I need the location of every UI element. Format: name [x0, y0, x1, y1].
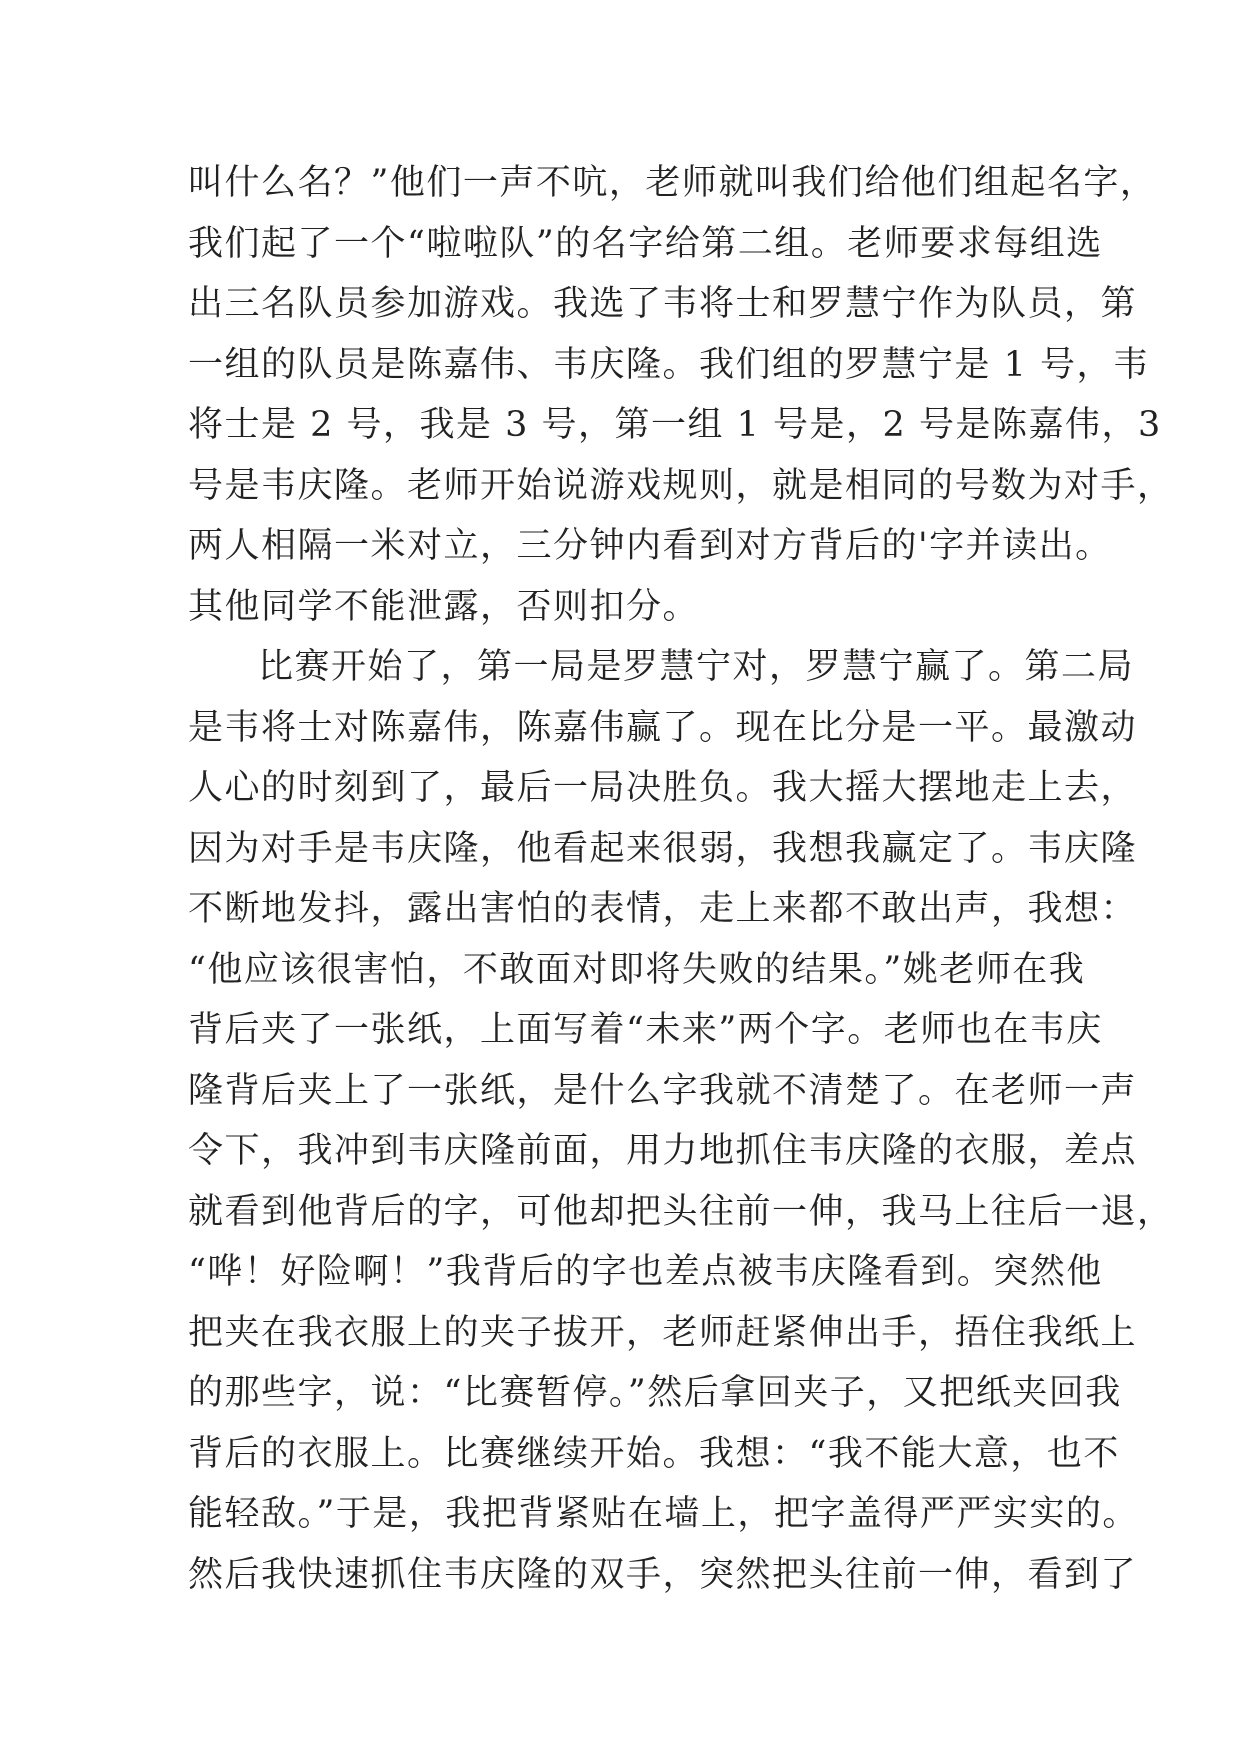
text-line: 把夹在我衣服上的夹子拔开，老师赶紧伸出手，捂住我纸上 [188, 1312, 1138, 1353]
text-line-paragraph-start: 比赛开始了，第一局是罗慧宁对，罗慧宁赢了。第二局 [258, 647, 1135, 687]
text-line: 号是韦庆隆。老师开始说游戏规则，就是相同的号数为对手， [188, 465, 1174, 506]
text-line: 隆背后夹上了一张纸，是什么字我就不清楚了。在老师一声 [188, 1070, 1138, 1111]
text-line: 叫什么名？”他们一声不吭，老师就叫我们给他们组起名字， [188, 163, 1157, 203]
body-text [188, 153, 1174, 1605]
text-line: 然后我快速抓住韦庆隆的双手，突然把头往前一伸，看到了 [188, 1554, 1138, 1595]
text-line: 令下，我冲到韦庆隆前面，用力地抓住韦庆隆的衣服，差点 [188, 1131, 1138, 1171]
text-line: 不断地发抖，露出害怕的表情，走上来都不敢出声，我想： [188, 889, 1138, 929]
text-line: “哗！好险啊！”我背后的字也差点被韦庆隆看到。突然他 [188, 1252, 1103, 1292]
text-line: “他应该很害怕，不敢面对即将失败的结果。”姚老师在我 [188, 949, 1086, 990]
text-line: 两人相隔一米对立，三分钟内看到对方背后的'字并读出。 [188, 526, 1112, 566]
text-line: 出三名队员参加游戏。我选了韦将士和罗慧宁作为队员，第 [188, 284, 1138, 324]
text-line: 因为对手是韦庆隆，他看起来很弱，我想我赢定了。韦庆隆 [188, 828, 1138, 869]
text-line: 其他同学不能泄露，否则扣分。 [188, 586, 700, 627]
text-line: 背后的衣服上。比赛继续开始。我想：“我不能大意，也不 [188, 1433, 1120, 1474]
text-line: 背后夹了一张纸，上面写着“未来”两个字。老师也在韦庆 [188, 1010, 1103, 1050]
text-line: 人心的时刻到了，最后一局决胜负。我大摇大摆地走上去， [188, 768, 1138, 808]
text-line: 一组的队员是陈嘉伟、韦庆隆。我们组的罗慧宁是 1 号，韦 [188, 344, 1150, 385]
text-line: 就看到他背后的字，可他却把头往前一伸，我马上往后一退， [188, 1191, 1174, 1232]
text-line: 的那些字，说：“比赛暂停。”然后拿回夹子，又把纸夹回我 [188, 1373, 1122, 1413]
text-line: 将士是 2 号，我是 3 号，第一组 1 号是，2 号是陈嘉伟，3 [188, 405, 1162, 445]
text-line: 我们起了一个“啦啦队”的名字给第二组。老师要求每组选 [188, 223, 1103, 264]
text-line: 是韦将士对陈嘉伟，陈嘉伟赢了。现在比分是一平。最激动 [188, 707, 1138, 748]
text-line: 能轻敌。”于是，我把背紧贴在墙上，把字盖得严严实实的。 [188, 1494, 1139, 1534]
